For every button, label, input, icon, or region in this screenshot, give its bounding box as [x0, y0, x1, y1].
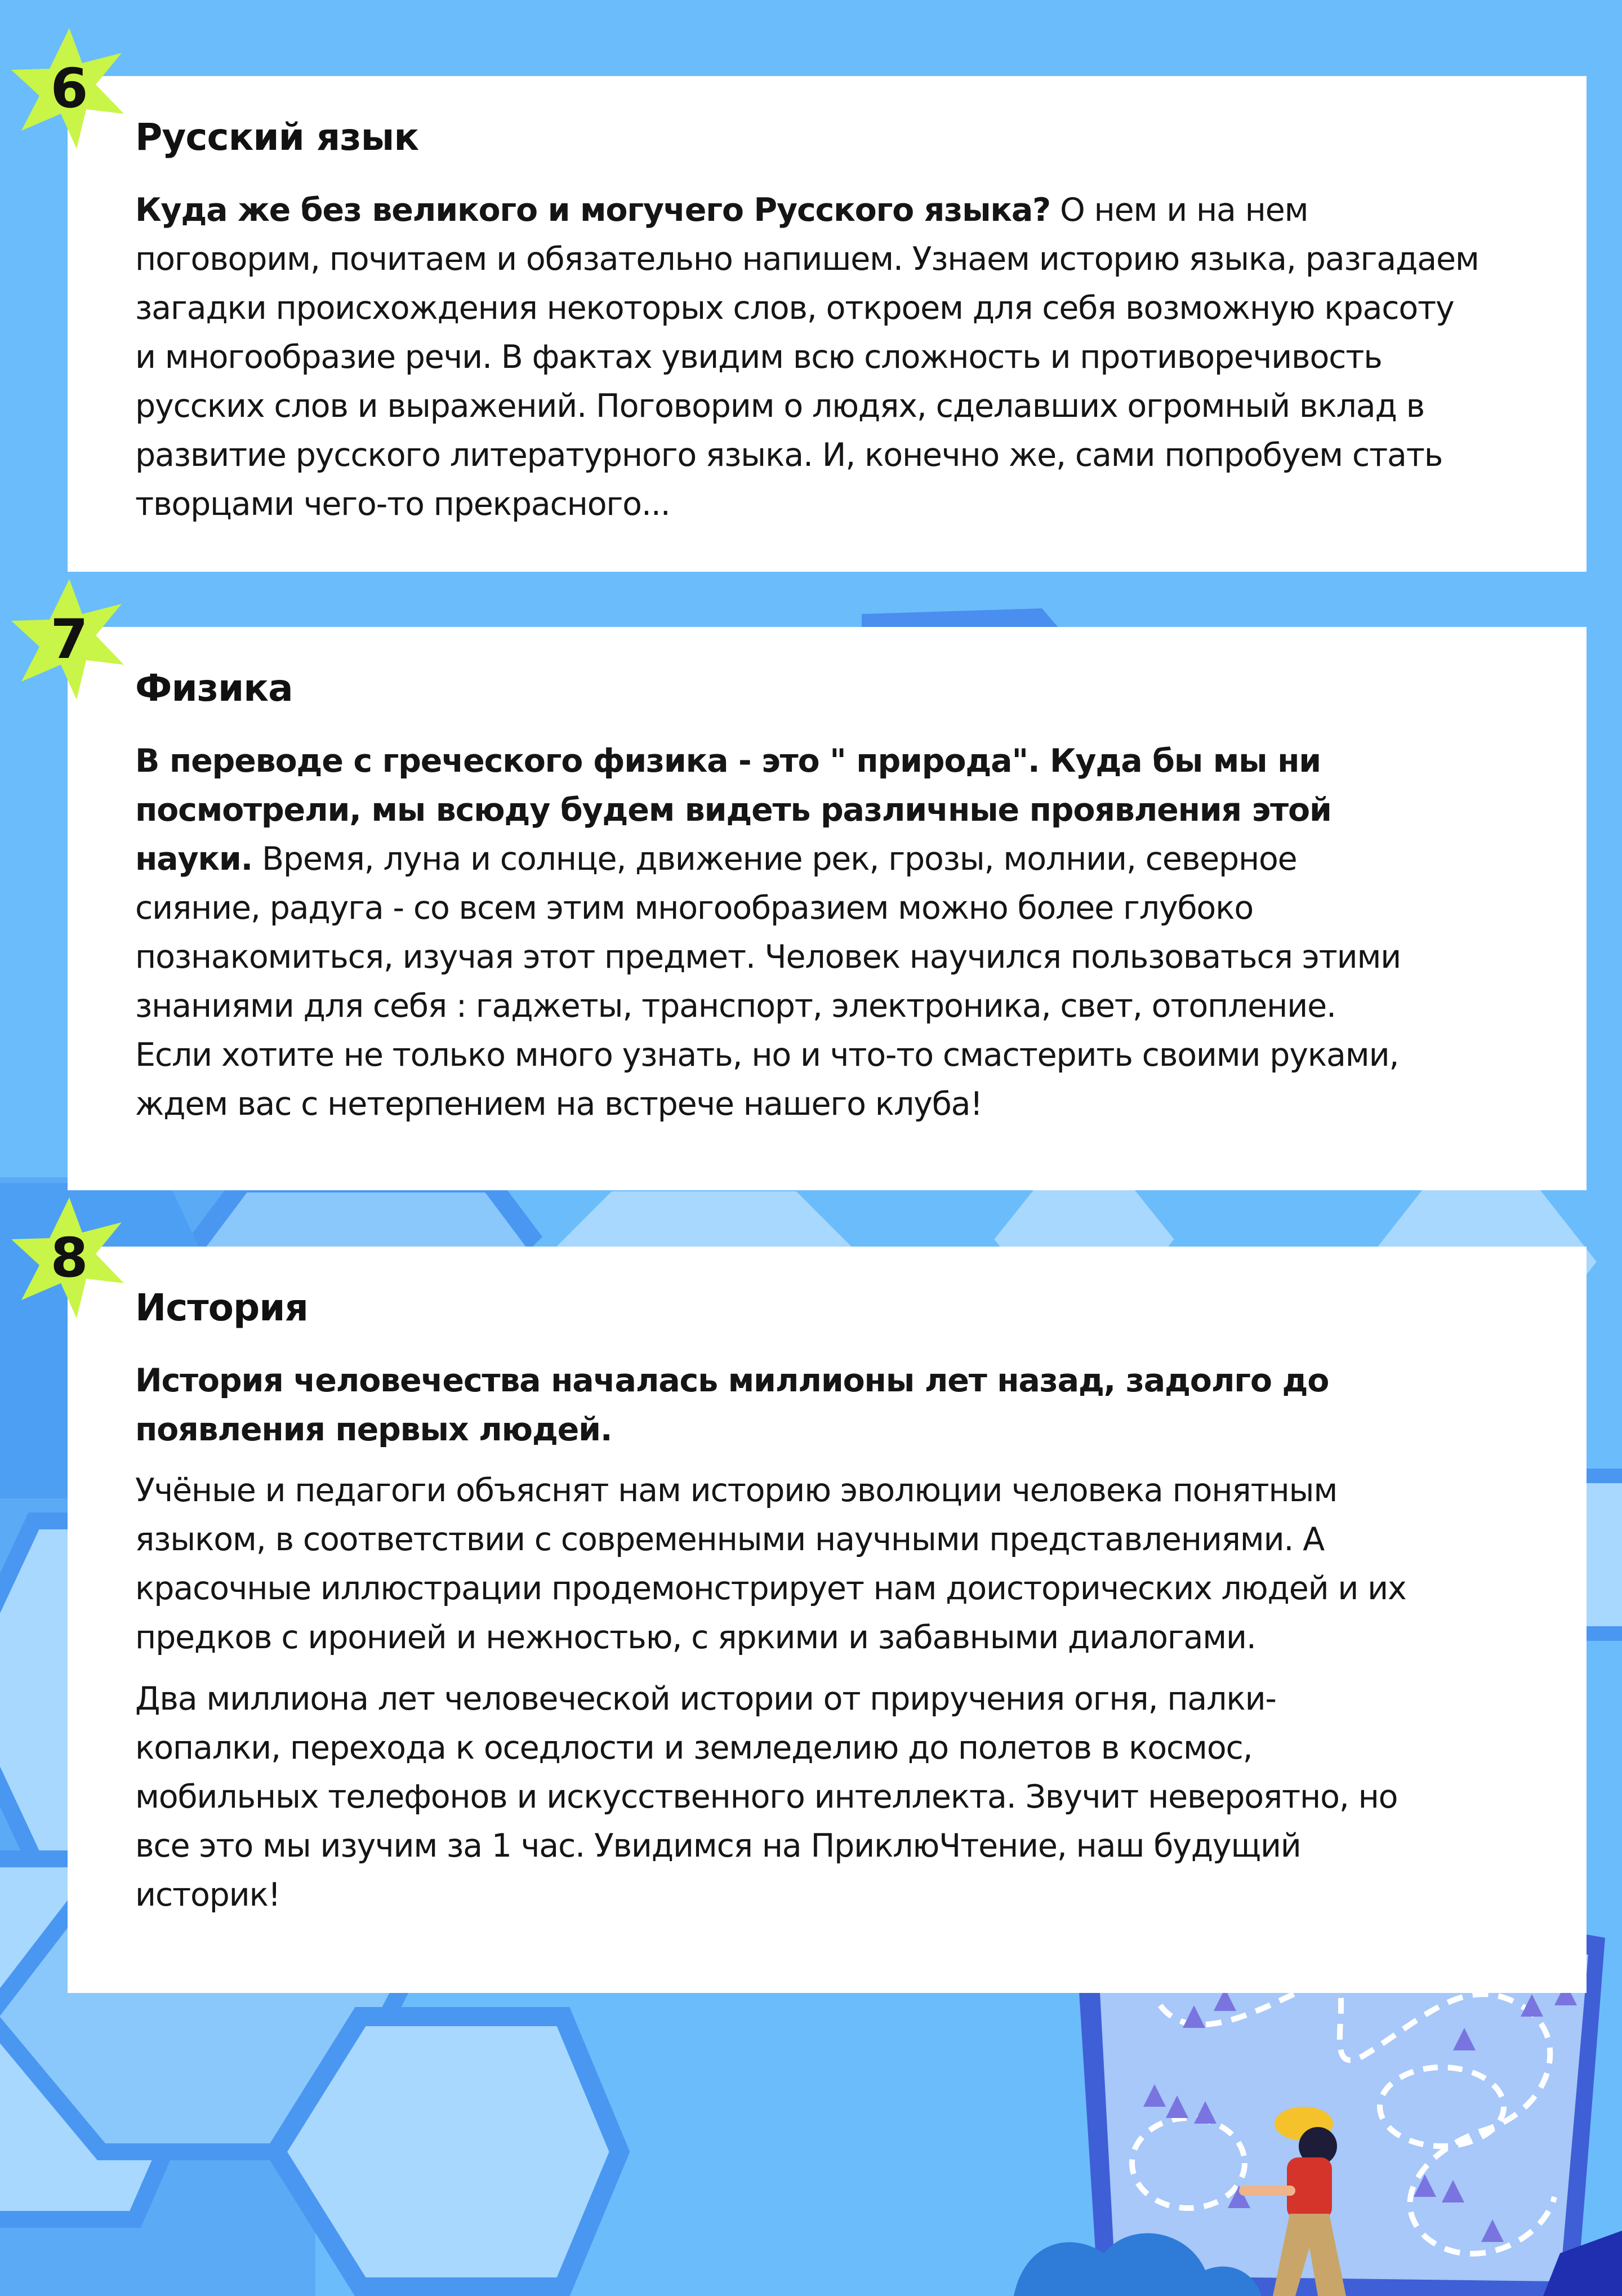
section-number-badge [5, 1193, 134, 1323]
section-paragraph-2: Два миллиона лет человеческой истории от приручения огня, палки-копалки, перехода к оседлости и земледелию до полетов в космос, мобильных телефонов и искусственного интеллекта. Звучит невероятно, но все это мы изучим за 1 час. Увидимся на ПриклюЧтение, наш будущий историк! [135, 1680, 1398, 1914]
section-lead: В переводе с греческого физика - это " природа". Куда бы мы ни посмотрели, мы всюду будем видеть различные проявления этой науки. [135, 742, 1331, 878]
section-body [135, 737, 1408, 1129]
section-lead: Куда же без великого и могучего Русского языка? [135, 192, 1051, 229]
section-title: Русский язык [135, 115, 419, 159]
section-text: О нем и на нем поговорим, почитаем и обязательно напишем. Узнаем историю языка, разгадаем загадки происхождения некоторых слов, откроем для себя возможную красоту и многообразие речи. В фактах увидим всю сложность и противоречивость русских слов и выражений. Поговорим о людях, сделавших огромный вклад в развитие русского литературного языка. И, конечно же, сами попробуем стать творцами чего-то прекрасного... [135, 192, 1479, 523]
section-title: История [135, 1286, 308, 1329]
section-text: Время, луна и солнце, движение рек, грозы, молнии, северное сияние, радуга - со всем этим многообразием можно более глубоко познакомиться, изучая этот предмет. Человек научился пользоваться этими знаниями для себя : гаджеты, транспорт, электроника, свет, отопление. Если хотите не только много узнать, но и что-то смастерить своими руками, ждем вас с нетерпением на встрече нашего клуба! [135, 840, 1401, 1123]
section-number-badge [5, 575, 134, 704]
section-lead: История человечества началась миллионы лет назад, задолго до появления первых людей. [135, 1362, 1329, 1448]
section-paragraph-1: Учёные и педагоги объяснят нам историю эволюции человека понятным языком, в соответствии с современными научными представлениями. А красочные иллюстрации продемонстрирует нам доисторических людей и их предков с иронией и нежностью, с яркими и забавными диалогами. [135, 1472, 1406, 1656]
section-number: 7 [50, 608, 88, 671]
section-card-russian [68, 76, 1587, 572]
section-title: Физика [135, 666, 293, 710]
section-card-physics [68, 627, 1587, 1190]
section-body [135, 186, 1481, 529]
section-number: 6 [50, 57, 88, 120]
section-card-history [68, 1247, 1587, 1993]
section-number: 8 [50, 1226, 88, 1289]
section-number-badge [5, 24, 134, 153]
